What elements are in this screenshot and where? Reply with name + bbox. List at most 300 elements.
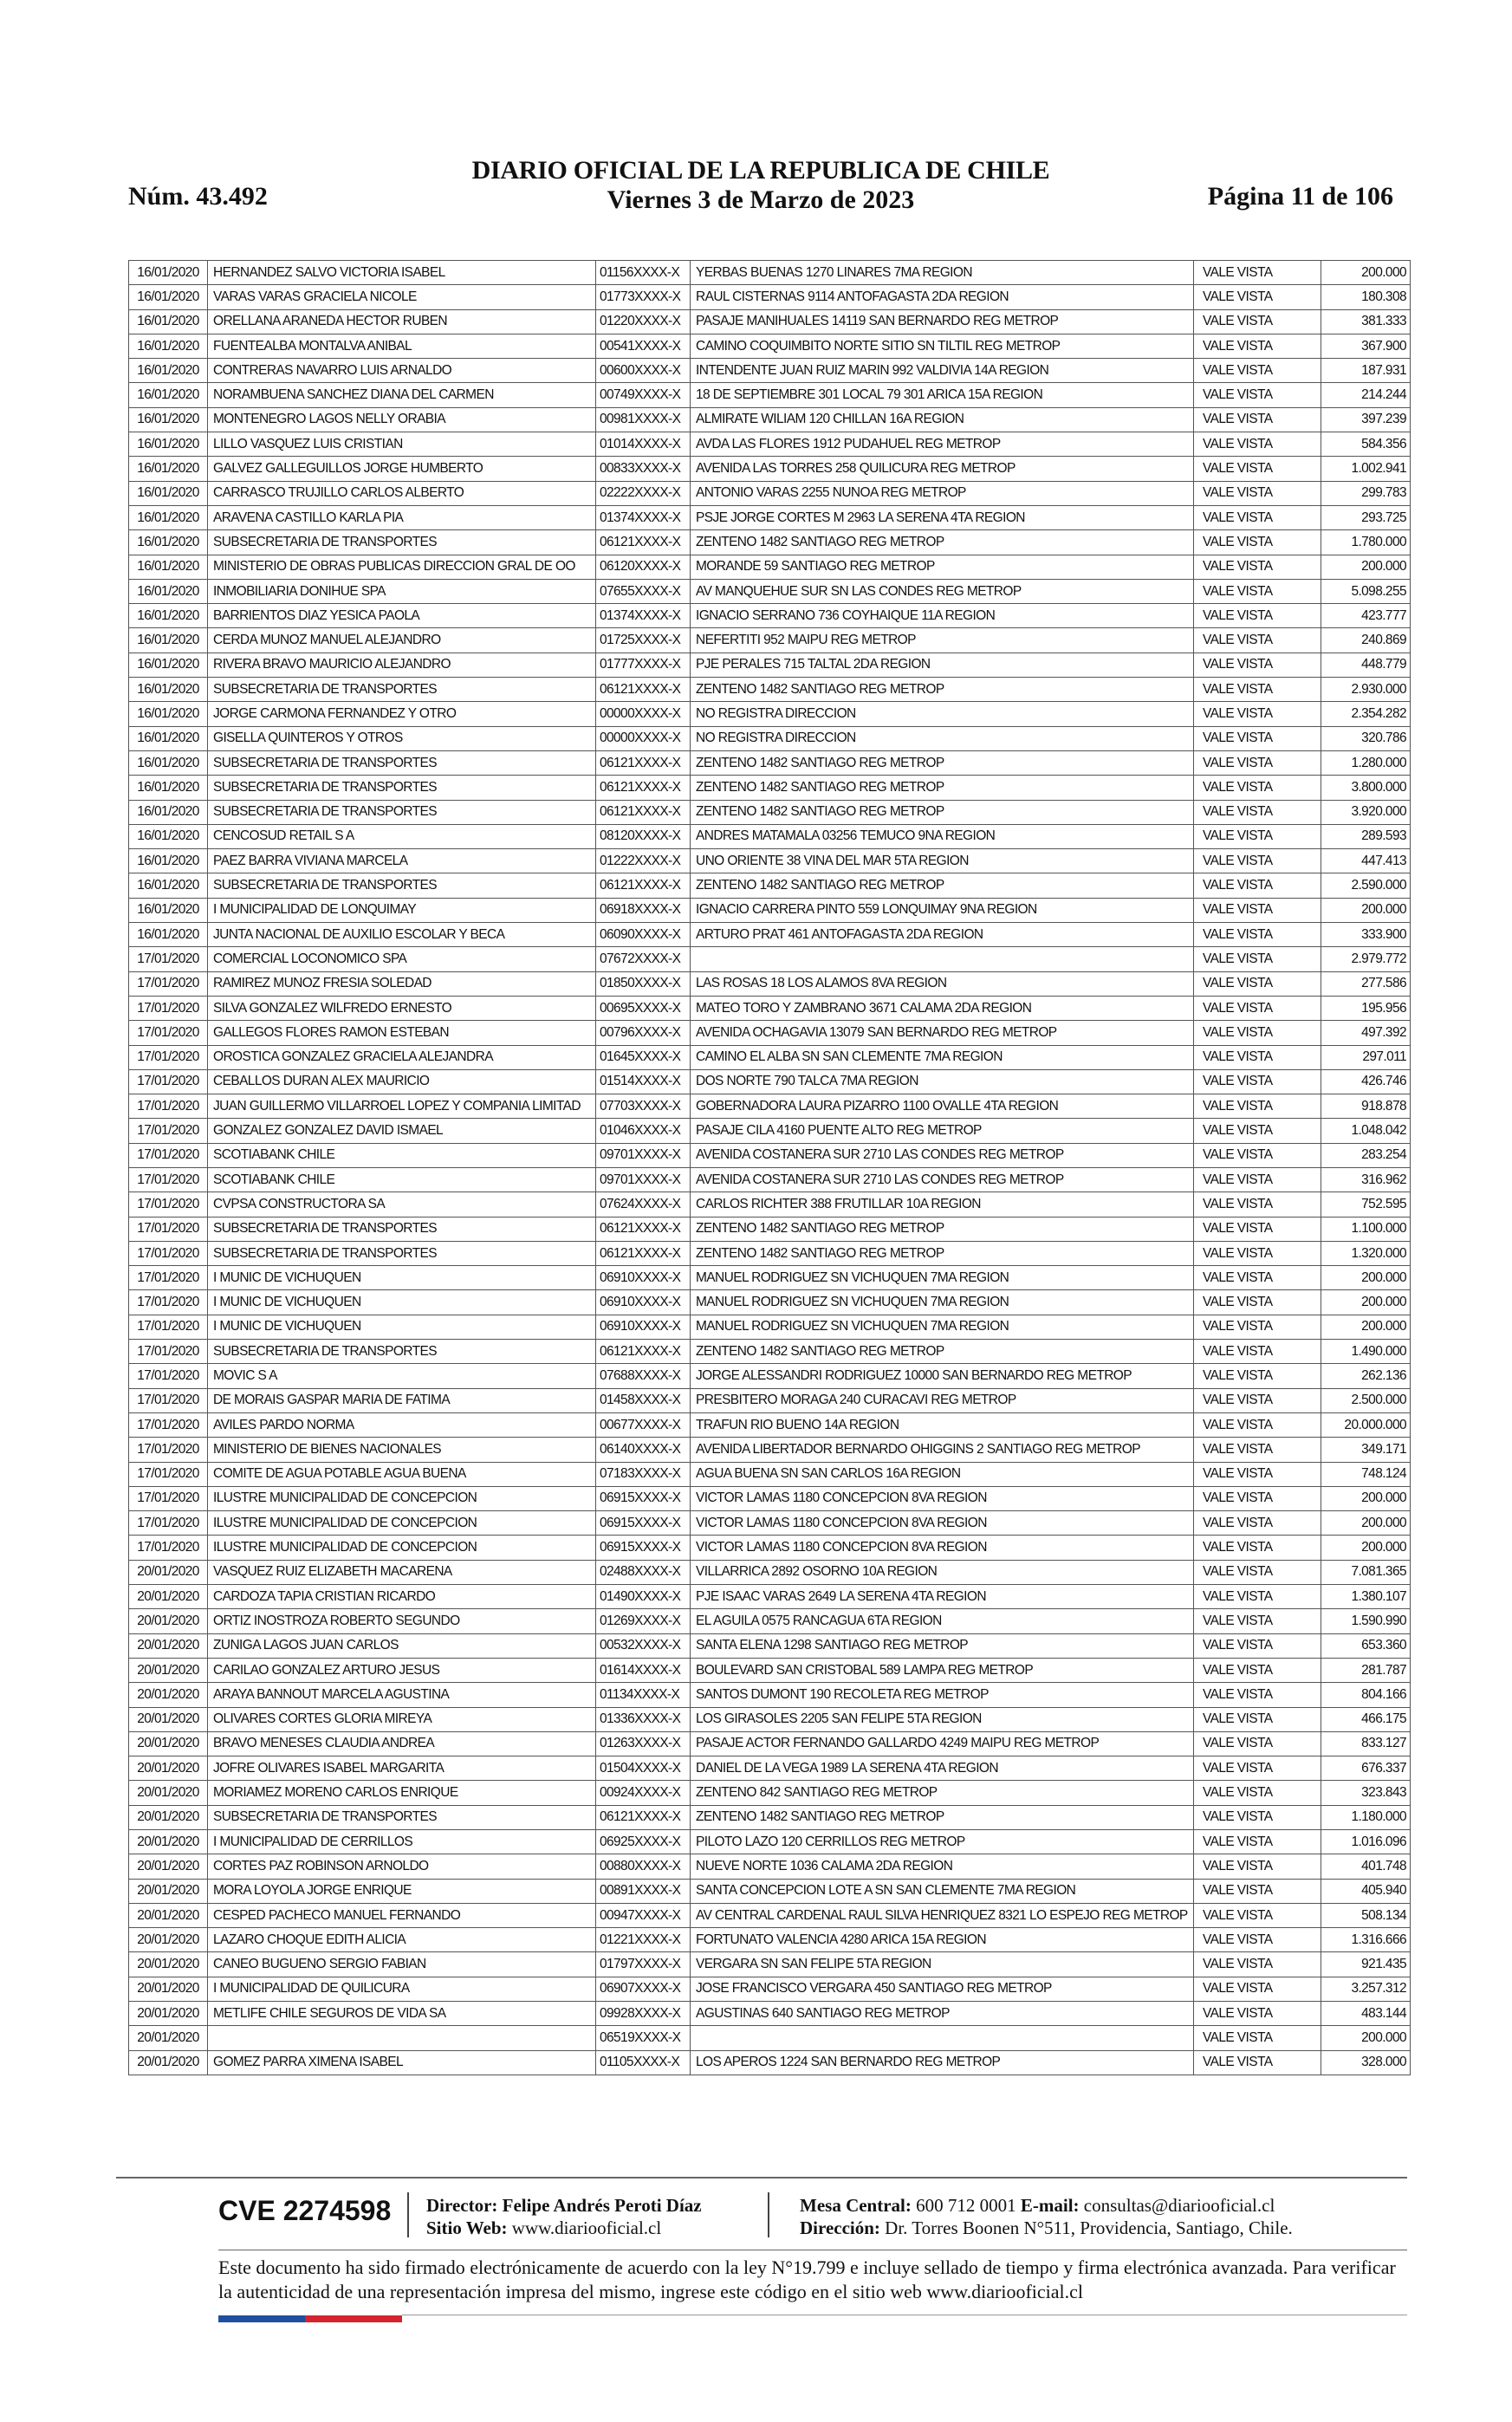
row-name: HERNANDEZ SALVO VICTORIA ISABEL <box>208 261 596 285</box>
row-address: PJE PERALES 715 TALTAL 2DA REGION <box>691 653 1194 677</box>
flag-blue-segment <box>218 2315 305 2322</box>
row-amount: 483.144 <box>1321 2002 1411 2026</box>
row-payment-type: VALE VISTA <box>1194 1045 1321 1069</box>
row-date: 17/01/2020 <box>129 1290 208 1315</box>
row-address: ALMIRATE WILIAM 120 CHILLAN 16A REGION <box>691 407 1194 432</box>
website-link[interactable]: www.diariooficial.cl <box>511 2217 662 2238</box>
row-date: 20/01/2020 <box>129 1805 208 1829</box>
cve-code: CVE 2274598 <box>218 2195 392 2226</box>
row-address: TRAFUN RIO BUENO 14A REGION <box>691 1412 1194 1437</box>
row-rut: 06925XXXX-X <box>596 1830 691 1854</box>
row-payment-type: VALE VISTA <box>1194 653 1321 677</box>
row-rut: 06910XXXX-X <box>596 1290 691 1315</box>
row-amount: 200.000 <box>1321 898 1411 922</box>
row-date: 16/01/2020 <box>129 726 208 750</box>
row-payment-type: VALE VISTA <box>1194 1633 1321 1658</box>
row-address: VICTOR LAMAS 1180 CONCEPCION 8VA REGION <box>691 1486 1194 1510</box>
row-date: 17/01/2020 <box>129 1217 208 1241</box>
row-address: AV CENTRAL CARDENAL RAUL SILVA HENRIQUEZ 8321 LO ESPEJO REG METROP <box>691 1903 1194 1927</box>
row-address: DOS NORTE 790 TALCA 7MA REGION <box>691 1069 1194 1094</box>
row-rut: 00796XXXX-X <box>596 1021 691 1045</box>
row-date: 16/01/2020 <box>129 898 208 922</box>
row-rut: 06907XXXX-X <box>596 1977 691 2001</box>
row-payment-type: VALE VISTA <box>1194 1952 1321 1977</box>
flag-color-bar <box>218 2315 402 2322</box>
row-amount: 397.239 <box>1321 407 1411 432</box>
row-amount: 180.308 <box>1321 285 1411 309</box>
row-payment-type: VALE VISTA <box>1194 750 1321 775</box>
row-name: ARAYA BANNOUT MARCELA AGUSTINA <box>208 1683 596 1707</box>
row-rut: 06121XXXX-X <box>596 800 691 824</box>
row-amount: 1.280.000 <box>1321 750 1411 775</box>
address-value: Dr. Torres Boonen N°511, Providencia, Santiago, Chile. <box>885 2217 1293 2238</box>
publication-title: DIARIO OFICIAL DE LA REPUBLICA DE CHILE <box>471 156 1050 185</box>
table-row <box>129 1805 1411 1829</box>
row-name: I MUNICIPALIDAD DE QUILICURA <box>208 1977 596 2001</box>
table-row <box>129 1217 1411 1241</box>
row-payment-type: VALE VISTA <box>1194 2026 1321 2050</box>
row-payment-type: VALE VISTA <box>1194 481 1321 505</box>
row-rut: 01645XXXX-X <box>596 1045 691 1069</box>
footer-separator <box>407 2192 409 2237</box>
row-rut: 01374XXXX-X <box>596 505 691 529</box>
row-name: MORA LOYOLA JORGE ENRIQUE <box>208 1879 596 1903</box>
row-rut: 06121XXXX-X <box>596 873 691 898</box>
row-name: RIVERA BRAVO MAURICIO ALEJANDRO <box>208 653 596 677</box>
row-date: 16/01/2020 <box>129 849 208 873</box>
table-row <box>129 1486 1411 1510</box>
row-amount: 2.590.000 <box>1321 873 1411 898</box>
row-amount: 195.956 <box>1321 996 1411 1020</box>
row-name: MOVIC S A <box>208 1364 596 1388</box>
row-name: SUBSECRETARIA DE TRANSPORTES <box>208 1805 596 1829</box>
table-row <box>129 800 1411 824</box>
row-rut: 01374XXXX-X <box>596 604 691 628</box>
row-payment-type: VALE VISTA <box>1194 285 1321 309</box>
table-row <box>129 1585 1411 1609</box>
row-name: JUNTA NACIONAL DE AUXILIO ESCOLAR Y BECA <box>208 923 596 947</box>
row-address: PASAJE CILA 4160 PUENTE ALTO REG METROP <box>691 1119 1194 1143</box>
row-rut: 02222XXXX-X <box>596 481 691 505</box>
row-payment-type: VALE VISTA <box>1194 776 1321 800</box>
row-date: 16/01/2020 <box>129 873 208 898</box>
row-payment-type: VALE VISTA <box>1194 1241 1321 1265</box>
row-payment-type: VALE VISTA <box>1194 261 1321 285</box>
row-name: SUBSECRETARIA DE TRANSPORTES <box>208 750 596 775</box>
table-row <box>129 261 1411 285</box>
row-name: MINISTERIO DE BIENES NACIONALES <box>208 1438 596 1462</box>
row-name <box>208 2026 596 2050</box>
row-rut: 06121XXXX-X <box>596 750 691 775</box>
table-row <box>129 1781 1411 1805</box>
row-amount: 918.878 <box>1321 1094 1411 1119</box>
row-amount: 1.048.042 <box>1321 1119 1411 1143</box>
row-name: OLIVARES CORTES GLORIA MIREYA <box>208 1707 596 1731</box>
row-amount: 423.777 <box>1321 604 1411 628</box>
row-name: SUBSECRETARIA DE TRANSPORTES <box>208 800 596 824</box>
table-row <box>129 1731 1411 1756</box>
row-date: 20/01/2020 <box>129 1903 208 1927</box>
row-name: CVPSA CONSTRUCTORA SA <box>208 1192 596 1217</box>
row-amount: 200.000 <box>1321 1266 1411 1290</box>
row-amount: 200.000 <box>1321 1486 1411 1510</box>
website-line <box>426 2217 702 2239</box>
row-payment-type: VALE VISTA <box>1194 1119 1321 1143</box>
row-name: ORELLANA ARANEDA HECTOR RUBEN <box>208 309 596 334</box>
row-payment-type: VALE VISTA <box>1194 2050 1321 2075</box>
row-payment-type: VALE VISTA <box>1194 849 1321 873</box>
row-rut: 01263XXXX-X <box>596 1731 691 1756</box>
row-date: 16/01/2020 <box>129 824 208 848</box>
row-rut: 06120XXXX-X <box>596 555 691 579</box>
row-payment-type: VALE VISTA <box>1194 678 1321 702</box>
row-address: DANIEL DE LA VEGA 1989 LA SERENA 4TA REGION <box>691 1756 1194 1781</box>
row-amount: 508.134 <box>1321 1903 1411 1927</box>
publication-date: Viernes 3 de Marzo de 2023 <box>607 185 915 214</box>
row-rut: 06915XXXX-X <box>596 1486 691 1510</box>
row-date: 16/01/2020 <box>129 309 208 334</box>
row-name: COMITE DE AGUA POTABLE AGUA BUENA <box>208 1462 596 1486</box>
row-date: 16/01/2020 <box>129 530 208 555</box>
row-amount: 426.746 <box>1321 1069 1411 1094</box>
row-rut: 06121XXXX-X <box>596 678 691 702</box>
row-name: SUBSECRETARIA DE TRANSPORTES <box>208 678 596 702</box>
row-payment-type: VALE VISTA <box>1194 1412 1321 1437</box>
row-date: 17/01/2020 <box>129 1340 208 1364</box>
row-name: I MUNICIPALIDAD DE CERRILLOS <box>208 1830 596 1854</box>
row-rut: 00695XXXX-X <box>596 996 691 1020</box>
row-payment-type: VALE VISTA <box>1194 579 1321 603</box>
row-rut: 06915XXXX-X <box>596 1536 691 1560</box>
row-date: 16/01/2020 <box>129 359 208 383</box>
row-date: 16/01/2020 <box>129 923 208 947</box>
row-name: SUBSECRETARIA DE TRANSPORTES <box>208 1217 596 1241</box>
email-link[interactable]: consultas@diariooficial.cl <box>1083 2195 1275 2216</box>
row-name: CEBALLOS DURAN ALEX MAURICIO <box>208 1069 596 1094</box>
row-amount: 281.787 <box>1321 1658 1411 1682</box>
table-row <box>129 678 1411 702</box>
row-address: ZENTENO 842 SANTIAGO REG METROP <box>691 1781 1194 1805</box>
row-date: 16/01/2020 <box>129 261 208 285</box>
row-amount: 328.000 <box>1321 2050 1411 2075</box>
table-row <box>129 1412 1411 1437</box>
row-name: SUBSECRETARIA DE TRANSPORTES <box>208 776 596 800</box>
table-row <box>129 407 1411 432</box>
row-rut: 00880XXXX-X <box>596 1854 691 1879</box>
row-payment-type: VALE VISTA <box>1194 1388 1321 1412</box>
row-rut: 06121XXXX-X <box>596 530 691 555</box>
row-amount: 200.000 <box>1321 2026 1411 2050</box>
table-row <box>129 604 1411 628</box>
row-rut: 01221XXXX-X <box>596 1928 691 1952</box>
row-payment-type: VALE VISTA <box>1194 1830 1321 1854</box>
row-amount: 584.356 <box>1321 432 1411 457</box>
director-line <box>426 2194 702 2217</box>
row-address: BOULEVARD SAN CRISTOBAL 589 LAMPA REG METROP <box>691 1658 1194 1682</box>
row-date: 16/01/2020 <box>129 579 208 603</box>
table-row <box>129 971 1411 996</box>
row-amount: 448.779 <box>1321 653 1411 677</box>
row-name: SUBSECRETARIA DE TRANSPORTES <box>208 873 596 898</box>
row-amount: 676.337 <box>1321 1756 1411 1781</box>
row-amount: 1.490.000 <box>1321 1340 1411 1364</box>
table-row <box>129 1609 1411 1633</box>
row-address: MANUEL RODRIGUEZ SN VICHUQUEN 7MA REGION <box>691 1266 1194 1290</box>
row-rut: 09928XXXX-X <box>596 2002 691 2026</box>
table-row <box>129 2050 1411 2075</box>
row-amount: 323.843 <box>1321 1781 1411 1805</box>
row-date: 16/01/2020 <box>129 407 208 432</box>
table-row <box>129 750 1411 775</box>
row-address <box>691 2026 1194 2050</box>
row-amount: 466.175 <box>1321 1707 1411 1731</box>
row-address: YERBAS BUENAS 1270 LINARES 7MA REGION <box>691 261 1194 285</box>
row-address: CARLOS RICHTER 388 FRUTILLAR 10A REGION <box>691 1192 1194 1217</box>
row-payment-type: VALE VISTA <box>1194 407 1321 432</box>
row-amount: 1.780.000 <box>1321 530 1411 555</box>
row-amount: 405.940 <box>1321 1879 1411 1903</box>
table-row <box>129 530 1411 555</box>
row-rut: 09701XXXX-X <box>596 1167 691 1192</box>
table-row <box>129 383 1411 407</box>
row-date: 20/01/2020 <box>129 1731 208 1756</box>
row-date: 16/01/2020 <box>129 653 208 677</box>
row-amount: 289.593 <box>1321 824 1411 848</box>
row-date: 20/01/2020 <box>129 1609 208 1633</box>
row-rut: 01220XXXX-X <box>596 309 691 334</box>
table-row <box>129 1658 1411 1682</box>
row-name: SUBSECRETARIA DE TRANSPORTES <box>208 1340 596 1364</box>
table-row <box>129 1756 1411 1781</box>
row-date: 20/01/2020 <box>129 1952 208 1977</box>
row-address: PASAJE ACTOR FERNANDO GALLARDO 4249 MAIPU REG METROP <box>691 1731 1194 1756</box>
row-payment-type: VALE VISTA <box>1194 383 1321 407</box>
row-amount: 2.500.000 <box>1321 1388 1411 1412</box>
table-row <box>129 628 1411 653</box>
row-amount: 320.786 <box>1321 726 1411 750</box>
row-name: CENCOSUD RETAIL S A <box>208 824 596 848</box>
row-name: VARAS VARAS GRACIELA NICOLE <box>208 285 596 309</box>
row-rut: 00677XXXX-X <box>596 1412 691 1437</box>
row-date: 17/01/2020 <box>129 1486 208 1510</box>
row-date: 20/01/2020 <box>129 1977 208 2001</box>
row-date: 16/01/2020 <box>129 505 208 529</box>
row-amount: 401.748 <box>1321 1854 1411 1879</box>
row-name: MINISTERIO DE OBRAS PUBLICAS DIRECCION GRAL DE OO <box>208 555 596 579</box>
row-date: 20/01/2020 <box>129 1928 208 1952</box>
row-address: PSJE JORGE CORTES M 2963 LA SERENA 4TA REGION <box>691 505 1194 529</box>
table-row <box>129 898 1411 922</box>
row-address: VICTOR LAMAS 1180 CONCEPCION 8VA REGION <box>691 1511 1194 1536</box>
table-row <box>129 1143 1411 1167</box>
row-rut: 01725XXXX-X <box>596 628 691 653</box>
row-name: METLIFE CHILE SEGUROS DE VIDA SA <box>208 2002 596 2026</box>
row-name: MORIAMEZ MORENO CARLOS ENRIQUE <box>208 1781 596 1805</box>
row-payment-type: VALE VISTA <box>1194 1977 1321 2001</box>
row-name: FUENTEALBA MONTALVA ANIBAL <box>208 334 596 358</box>
row-rut: 07672XXXX-X <box>596 947 691 971</box>
row-address: SANTA ELENA 1298 SANTIAGO REG METROP <box>691 1633 1194 1658</box>
table-row <box>129 359 1411 383</box>
row-date: 16/01/2020 <box>129 432 208 457</box>
row-name: SCOTIABANK CHILE <box>208 1167 596 1192</box>
row-name: COMERCIAL LOCONOMICO SPA <box>208 947 596 971</box>
row-address: MANUEL RODRIGUEZ SN VICHUQUEN 7MA REGION <box>691 1290 1194 1315</box>
row-date: 20/01/2020 <box>129 2002 208 2026</box>
row-date: 20/01/2020 <box>129 2026 208 2050</box>
row-address: LOS GIRASOLES 2205 SAN FELIPE 5TA REGION <box>691 1707 1194 1731</box>
row-payment-type: VALE VISTA <box>1194 1756 1321 1781</box>
row-rut: 06915XXXX-X <box>596 1511 691 1536</box>
row-name: BARRIENTOS DIAZ YESICA PAOLA <box>208 604 596 628</box>
row-amount: 447.413 <box>1321 849 1411 873</box>
row-payment-type: VALE VISTA <box>1194 726 1321 750</box>
row-amount: 921.435 <box>1321 1952 1411 1977</box>
row-name: I MUNIC DE VICHUQUEN <box>208 1315 596 1339</box>
table-row <box>129 824 1411 848</box>
issue-number: Núm. 43.492 <box>128 182 268 211</box>
row-address: ANTONIO VARAS 2255 NUNOA REG METROP <box>691 481 1194 505</box>
row-rut: 01850XXXX-X <box>596 971 691 996</box>
row-name: CONTRERAS NAVARRO LUIS ARNALDO <box>208 359 596 383</box>
row-name: PAEZ BARRA VIVIANA MARCELA <box>208 849 596 873</box>
row-payment-type: VALE VISTA <box>1194 1731 1321 1756</box>
row-name: I MUNIC DE VICHUQUEN <box>208 1266 596 1290</box>
row-payment-type: VALE VISTA <box>1194 702 1321 726</box>
row-address: IGNACIO SERRANO 736 COYHAIQUE 11A REGION <box>691 604 1194 628</box>
row-address: ZENTENO 1482 SANTIAGO REG METROP <box>691 678 1194 702</box>
row-name: ILUSTRE MUNICIPALIDAD DE CONCEPCION <box>208 1486 596 1510</box>
row-rut: 00981XXXX-X <box>596 407 691 432</box>
row-date: 17/01/2020 <box>129 1536 208 1560</box>
row-name: CORTES PAZ ROBINSON ARNOLDO <box>208 1854 596 1879</box>
row-address: UNO ORIENTE 38 VINA DEL MAR 5TA REGION <box>691 849 1194 873</box>
table-row <box>129 1952 1411 1977</box>
row-date: 16/01/2020 <box>129 481 208 505</box>
row-rut: 00000XXXX-X <box>596 726 691 750</box>
row-payment-type: VALE VISTA <box>1194 1560 1321 1584</box>
row-name: BRAVO MENESES CLAUDIA ANDREA <box>208 1731 596 1756</box>
row-amount: 283.254 <box>1321 1143 1411 1167</box>
row-payment-type: VALE VISTA <box>1194 1854 1321 1879</box>
row-date: 17/01/2020 <box>129 1511 208 1536</box>
row-date: 17/01/2020 <box>129 1266 208 1290</box>
row-address: LAS ROSAS 18 LOS ALAMOS 8VA REGION <box>691 971 1194 996</box>
row-date: 20/01/2020 <box>129 1633 208 1658</box>
row-payment-type: VALE VISTA <box>1194 505 1321 529</box>
table-row <box>129 1977 1411 2001</box>
row-address: 18 DE SEPTIEMBRE 301 LOCAL 79 301 ARICA 15A REGION <box>691 383 1194 407</box>
director-label: Director: <box>426 2195 498 2216</box>
row-amount: 1.590.990 <box>1321 1609 1411 1633</box>
row-date: 16/01/2020 <box>129 702 208 726</box>
row-name: AVILES PARDO NORMA <box>208 1412 596 1437</box>
row-name: LILLO VASQUEZ LUIS CRISTIAN <box>208 432 596 457</box>
director-name: Felipe Andrés Peroti Díaz <box>502 2195 702 2216</box>
row-amount: 333.900 <box>1321 923 1411 947</box>
row-payment-type: VALE VISTA <box>1194 334 1321 358</box>
footer-separator <box>768 2192 769 2237</box>
row-payment-type: VALE VISTA <box>1194 1536 1321 1560</box>
row-payment-type: VALE VISTA <box>1194 1683 1321 1707</box>
row-address: AGUA BUENA SN SAN CARLOS 16A REGION <box>691 1462 1194 1486</box>
row-address <box>691 947 1194 971</box>
row-address: NO REGISTRA DIRECCION <box>691 726 1194 750</box>
row-payment-type: VALE VISTA <box>1194 824 1321 848</box>
row-date: 17/01/2020 <box>129 1388 208 1412</box>
row-amount: 7.081.365 <box>1321 1560 1411 1584</box>
row-amount: 277.586 <box>1321 971 1411 996</box>
row-amount: 5.098.255 <box>1321 579 1411 603</box>
row-date: 17/01/2020 <box>129 1045 208 1069</box>
row-address: FORTUNATO VALENCIA 4280 ARICA 15A REGION <box>691 1928 1194 1952</box>
row-address: CAMINO EL ALBA SN SAN CLEMENTE 7MA REGION <box>691 1045 1194 1069</box>
row-name: CARDOZA TAPIA CRISTIAN RICARDO <box>208 1585 596 1609</box>
row-address: CAMINO COQUIMBITO NORTE SITIO SN TILTIL REG METROP <box>691 334 1194 358</box>
row-payment-type: VALE VISTA <box>1194 1707 1321 1731</box>
row-payment-type: VALE VISTA <box>1194 1585 1321 1609</box>
row-rut: 01269XXXX-X <box>596 1609 691 1633</box>
table-row <box>129 726 1411 750</box>
row-name: GALLEGOS FLORES RAMON ESTEBAN <box>208 1021 596 1045</box>
row-rut: 01134XXXX-X <box>596 1683 691 1707</box>
row-amount: 297.011 <box>1321 1045 1411 1069</box>
table-row <box>129 923 1411 947</box>
row-rut: 06519XXXX-X <box>596 2026 691 2050</box>
table-row <box>129 1633 1411 1658</box>
row-address: ZENTENO 1482 SANTIAGO REG METROP <box>691 530 1194 555</box>
email-label: E-mail: <box>1020 2195 1080 2216</box>
table-row <box>129 1364 1411 1388</box>
row-date: 17/01/2020 <box>129 1412 208 1437</box>
row-date: 20/01/2020 <box>129 1707 208 1731</box>
row-amount: 497.392 <box>1321 1021 1411 1045</box>
row-date: 17/01/2020 <box>129 971 208 996</box>
table-row <box>129 1021 1411 1045</box>
row-amount: 200.000 <box>1321 1511 1411 1536</box>
website-label: Sitio Web: <box>426 2217 508 2238</box>
table-row <box>129 1830 1411 1854</box>
table-row <box>129 1928 1411 1952</box>
row-amount: 316.962 <box>1321 1167 1411 1192</box>
row-amount: 200.000 <box>1321 555 1411 579</box>
row-payment-type: VALE VISTA <box>1194 1290 1321 1315</box>
row-rut: 06121XXXX-X <box>596 1241 691 1265</box>
row-address: AVENIDA COSTANERA SUR 2710 LAS CONDES REG METROP <box>691 1143 1194 1167</box>
row-rut: 06918XXXX-X <box>596 898 691 922</box>
table-row <box>129 1854 1411 1879</box>
row-address: ZENTENO 1482 SANTIAGO REG METROP <box>691 1217 1194 1241</box>
row-payment-type: VALE VISTA <box>1194 1340 1321 1364</box>
row-rut: 06121XXXX-X <box>596 776 691 800</box>
row-payment-type: VALE VISTA <box>1194 898 1321 922</box>
signature-note: Este documento ha sido firmado electrónicamente de acuerdo con la ley N°19.799 e incluye sellado de tiempo y firma electrónica avanzada. Para verificar la autenticidad de una representación impresa del mismo, ingrese este código en el sitio web www.diariooficial.cl <box>218 2256 1396 2302</box>
row-date: 20/01/2020 <box>129 1560 208 1584</box>
table-row <box>129 849 1411 873</box>
row-address: ZENTENO 1482 SANTIAGO REG METROP <box>691 800 1194 824</box>
row-rut: 07703XXXX-X <box>596 1094 691 1119</box>
row-name: DE MORAIS GASPAR MARIA DE FATIMA <box>208 1388 596 1412</box>
row-date: 20/01/2020 <box>129 1830 208 1854</box>
address-label: Dirección: <box>800 2217 880 2238</box>
row-name: MONTENEGRO LAGOS NELLY ORABIA <box>208 407 596 432</box>
row-address: AV MANQUEHUE SUR SN LAS CONDES REG METROP <box>691 579 1194 603</box>
row-rut: 06121XXXX-X <box>596 1805 691 1829</box>
row-payment-type: VALE VISTA <box>1194 2002 1321 2026</box>
row-name: INMOBILIARIA DONIHUE SPA <box>208 579 596 603</box>
row-rut: 01336XXXX-X <box>596 1707 691 1731</box>
row-name: LAZARO CHOQUE EDITH ALICIA <box>208 1928 596 1952</box>
